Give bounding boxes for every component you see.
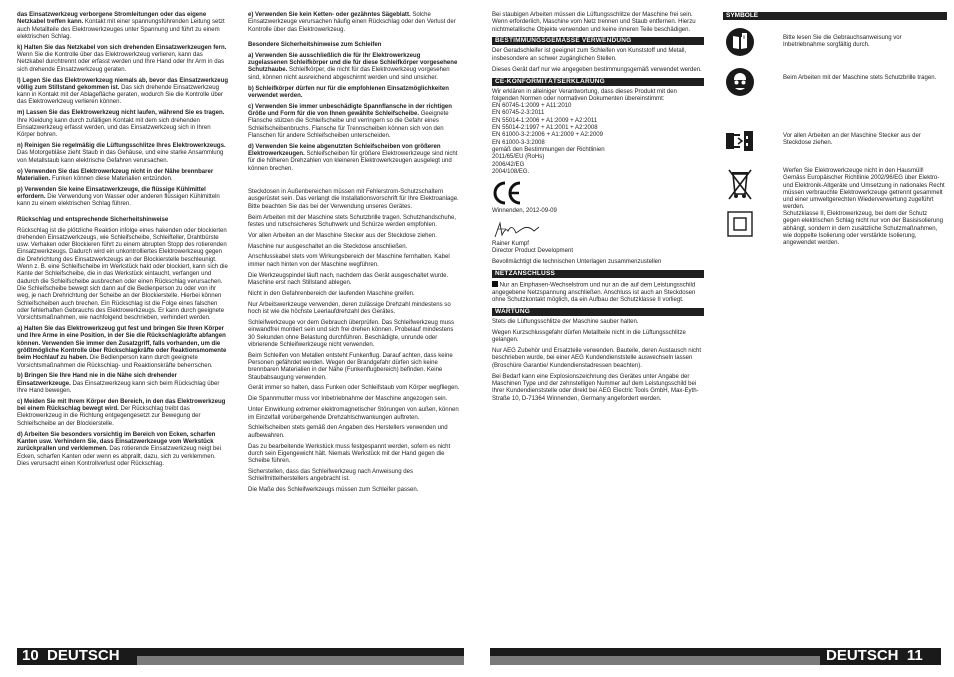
left-col1-paragraph-bold: b) Bringen Sie Ihre Hand nie in die Nähe sich drehender Einsatzwerkzeuge. <box>17 373 177 387</box>
left-col1-paragraph-bold: l) Legen Sie das Elektrowerkzeug niemals ab, bevor das Einsatzwerkzeug völlig zum Stillstand gekommen ist. <box>17 77 229 91</box>
page-number-left-value: 10 <box>22 647 39 664</box>
left-col2-paragraph <box>248 104 460 140</box>
left-col1-paragraph <box>17 228 229 323</box>
right-column-1 <box>492 12 704 406</box>
signer-title: Director Product Development <box>492 248 573 255</box>
ce-mark <box>492 180 522 206</box>
ce-directive-intro: gemäß den Bestimmungen der Richtlinien <box>492 146 605 153</box>
section-header-ce: CE-KONFORMITÄTSERKLÄRUNG <box>492 78 704 86</box>
footer-right-bar-top <box>490 648 820 656</box>
left-col2-paragraph <box>248 353 460 382</box>
manual-icon <box>725 27 755 57</box>
symbol-row-goggles <box>725 67 947 107</box>
left-col2-paragraph-text: Schleifwerkzeuge vor dem Gebrauch überprüfen. Das Schleifwerkzeug muss einwandfrei montiert sein und sich frei drehen können. Probelauf mindestens 30 Sekunden ohne Belastung durchführen. Beschädigte, unrunde oder vibrierende Schleifwerkzeuge nicht verwenden. <box>248 319 455 348</box>
left-col2-paragraph-text: Das zu bearbeitende Werkstück muss festgespannt werden, sofern es nicht durch sein Eigengewicht hält. Niemals Werkstück mit der Hand gegen die Scheibe führen. <box>248 443 451 465</box>
page-number-right-value: 11 <box>906 647 923 664</box>
left-col2-paragraph <box>248 86 460 101</box>
left-col1-paragraph-text: Die Bedienperson kann durch geeignete Vorsichtsmaßnahmen die Rückschlag- und Reaktionskräfte beherrschen. <box>17 355 213 369</box>
left-col2-paragraph <box>248 487 460 494</box>
left-col1-paragraph-text: Das Einsatzwerkzeug kann sich beim Rückschlag über Ihre Hand bewegen. <box>17 380 220 394</box>
left-col1-paragraph <box>17 12 229 41</box>
left-col2-paragraph-bold: c) Verwenden Sie immer unbeschädigte Spannflansche in der richtigen Größe und Form für die von Ihnen gewählte Schleifscheibe. <box>248 103 452 118</box>
left-col1-paragraph <box>17 143 229 165</box>
maintenance-paragraph: Nur AEG Zubehör und Ersatzteile verwenden. Bauteile, deren Austausch nicht beschrieben wurde, bei einer AEG Kundendienststelle auswechseln lassen (Broschüre Garantie/ Kundendienstadressen beachten). <box>492 348 702 369</box>
left-col2-paragraph <box>248 396 460 403</box>
left-col2-paragraph <box>248 254 460 269</box>
power-text-body: Nur an Einphasen-Wechselstrom und nur an die auf dem Leistungsschild angegebene Netzspannung anschließen. Anschluss ist auch an Steckdosen ohne Schutzkontakt möglich, da ein Aufbau der Schutzklasse II vorliegt. <box>492 282 696 304</box>
signature-icon <box>492 219 704 241</box>
left-col1-paragraph-bold: o) Verwenden Sie das Elektrowerkzeug nicht in der Nähe brennbarer Materialien. <box>17 168 214 182</box>
left-col2-paragraph <box>248 291 460 298</box>
left-col2-paragraph <box>248 12 460 34</box>
left-col2-paragraph-text: Geeignete Flansche stützen die Schleifscheibe und verringern so die Gefahr eines Schleifscheibenbruchs. Flansche für Trennscheiben können sich von den Flanschen für andere Schleifscheiben unterscheiden. <box>248 111 449 139</box>
section-header-power: NETZANSCHLUSS <box>492 270 704 278</box>
left-col2-paragraph <box>248 144 460 173</box>
left-col2-paragraph-text: Schleifscheiben für größere Elektrowerkzeuge sind nicht für die höheren Drehzahlen von kleineren Elektrowerkzeugen ausgelegt und können brechen. <box>248 151 458 172</box>
left-col1-paragraph-text: Rückschlag ist die plötzliche Reaktion infolge eines hakenden oder blockierten drehenden Einsatzwerkzeugs, wie Schleifscheibe, Schleifteller, Drahtbürste usw. Verhaken oder Blockieren führt zu einem abrupten Stopp des rotierenden Einsatzwerkzeugs. Dadurch wird ein unkontrolliertes Elektrowerkzeug gegen die Drehrichtung des Einsatzwerkzeugs an der Blockierstelle beschleunigt. Wenn z. B. eine Schleifscheibe im Werkstück hakt oder blockiert, kann sich die Kante der Schleifscheibe, die in das Werkstück eintaucht, verfangen und dadurch die Schleifscheibe ausbrechen oder einen Rückschlag verursachen. Die Schleifscheibe bewegt sich dann auf die Bedienperson zu oder von ihr weg, je nach Drehrichtung der Scheibe an der Blockierstelle. Hierbei können Schleifscheiben auch brechen. Ein Rückschlag ist die Folge eines falschen oder fehlerhaften Gebrauchs des Elektrowerkzeugs. Er kann durch geeignete Vorsichtsmaßnahmen, wie nachfolgend beschrieben, verhindert werden. <box>17 227 228 322</box>
left-col1-paragraph-text: Die Verwendung von Wasser oder anderen flüssigen Kühlmitteln kann zu einem elektrischen Schlag führen. <box>17 194 220 208</box>
ce-norm: EN 60745-2-3:2011 <box>492 110 545 117</box>
left-col1-paragraph-text: Ihre Kleidung kann durch zufälligen Kontakt mit dem sich drehenden Einsatzwerkzeug erfasst werden, und das Einsatzwerkzeug sich in Ihren Körper bohren. <box>17 117 211 139</box>
left-col1-paragraph <box>17 432 229 468</box>
weee-bin-icon <box>725 168 755 198</box>
left-col1-paragraph-bold: c) Meiden Sie mit Ihrem Körper den Bereich, in den das Elektrowerkzeug bei einem Rückschlag bewegt wird. <box>17 398 226 413</box>
ce-norm: EN 55014-2:1997 + A1:2001 + A2:2008 <box>492 125 598 132</box>
language-label-left: DEUTSCH <box>47 647 120 664</box>
authorized-note: Bevollmächtigt die technischen Unterlagen zusammenzustellen <box>492 259 662 266</box>
ce-directive: 2004/108/EG. <box>492 168 530 175</box>
page-number-right <box>826 646 923 666</box>
left-col2-paragraph <box>248 444 460 466</box>
ce-text: Wir erklären in alleiniger Verantwortung, dass dieses Produkt mit den folgenden Normen oder normativen Dokumenten übereinstimmt: <box>492 88 677 102</box>
left-col2-paragraph-text: Schleifscheiben stets gemäß den Angaben des Herstellers verwenden und aufbewahren. <box>248 425 448 439</box>
left-col1-paragraph <box>17 187 229 209</box>
left-col2-paragraph-text: Unter Einwirkung extremer elektromagnetischer Störungen von außen, können im Einzelfall vorübergehende Drehzahlschwankungen auftreten. <box>248 407 459 421</box>
signer-name: Rainer Kumpf <box>492 241 529 248</box>
left-col2-paragraph <box>248 42 460 49</box>
left-col1-paragraph <box>17 326 229 370</box>
left-col2-paragraph-text: Gerät immer so halten, dass Funken oder Schleifstaub vom Körper wegfliegen. <box>248 385 460 392</box>
left-col2-paragraph <box>248 233 460 240</box>
left-col2-paragraph-text: Steckdosen in Außenbereichen müssen mit Fehlerstrom-Schutzschaltern ausgerüstet sein. Das verlangt die Installationsvorschrift für Ihre Elektroanlage. Bitte beachten Sie das bei der Verwendung unseres Gerätes. <box>248 189 459 210</box>
section-header-maintenance: WARTUNG <box>492 308 704 316</box>
ce-norm: EN 61000-3-3:2008 <box>492 139 545 146</box>
symbol-text-goggles: Beim Arbeiten mit der Maschine stets Schutzbrille tragen. <box>783 75 937 81</box>
footer-right-bar-grey <box>490 656 820 665</box>
left-col2-paragraph-bold: b) Schleifkörper dürfen nur für die empfohlenen Einsatzmöglichkeiten verwendet werden. <box>248 85 449 99</box>
ce-norm: EN 60745-1:2009 + A11:2010 <box>492 103 572 110</box>
left-col2-paragraph <box>248 320 460 349</box>
left-col2-paragraph <box>248 244 460 251</box>
left-col1-paragraph <box>17 399 229 428</box>
language-label-right: DEUTSCH <box>826 647 899 664</box>
left-col2-paragraph <box>248 302 460 317</box>
ce-directive: 2006/42/EG <box>492 161 525 168</box>
ce-directive: 2011/65/EU (RoHs) <box>492 154 545 161</box>
left-col2-paragraph <box>248 53 460 82</box>
left-col2-paragraph-text: Beim Schleifen von Metallen entsteht Funkenflug. Darauf achten, dass keine Personen gefährdet werden. Wegen der Brandgefahr dürfen sich keine brennbaren Materialien in der Nähe (Funkenflugbereich) befinden. Keine Staubabsaugung verwenden. <box>248 352 453 381</box>
maintenance-list <box>492 319 704 403</box>
class-ii-icon <box>727 211 757 241</box>
left-col2-paragraph <box>248 385 460 392</box>
left-col1-paragraph-text: Das sich drehende Einsatzwerkzeug kann in Kontakt mit der Ablagefläche geraten, wodurch Sie die Kontrolle über das Elektrowerkzeug verlieren können. <box>17 84 224 106</box>
left-col1-paragraph-text: Wenn Sie die Kontrolle über das Elektrowerkzeug verlieren, kann das Netzkabel durchtrennt oder erfasst werden und Ihre Hand oder Ihr Arm in das sich drehende Einsatzwerkzeug geraten. <box>17 52 225 73</box>
symbol-text-unplug: Vor allen Arbeiten an der Maschine Stecker aus der Steckdose ziehen. <box>783 133 921 147</box>
left-column-2 <box>248 12 460 498</box>
symbol-row-manual <box>725 27 947 67</box>
left-col1-paragraph-bold: m) Lassen Sie das Elektrowerkzeug nicht laufen, während Sie es tragen. <box>17 110 225 117</box>
use-text: Der Geradschleifer ist geeignet zum Schleifen von Kunststoff und Metall, insbesondere an schwer zugänglichen Stellen. <box>492 48 687 62</box>
left-col2-paragraph-text: Maschine nur ausgeschaltet an die Steckdose anschließen. <box>248 243 408 250</box>
left-col2-paragraph-text: Die Werkzeugspindel läuft nach, nachdem das Gerät ausgeschaltet wurde. Maschine erst nach Stillstand ablegen. <box>248 272 449 286</box>
left-col2-paragraph <box>248 407 460 422</box>
left-col1-paragraph-bold: p) Verwenden Sie keine Einsatzwerkzeuge, die flüssige Kühlmittel erfordern. <box>17 186 206 201</box>
left-col1-paragraph <box>17 78 229 107</box>
left-col2-paragraph-bold: e) Verwenden Sie kein Ketten- oder gezähntes Sägeblatt. <box>248 12 411 18</box>
symbol-row-class-ii <box>725 211 947 261</box>
symbol-text-class-ii: Schutzklasse II, Elektrowerkzeug, bei dem der Schutz gegen elektrischen Schlag nicht nur von der Basisisolierung abhängt, sondern in dem zusätzliche Schutzmaßnahmen, wie doppelte Isolierung oder verstärkte Isolierung, angewendet werden. <box>783 211 944 247</box>
left-col2-paragraph-text: Sicherstellen, dass das Schleifwerkzeug nach Anweisung des Schleifmittelherstellers angebracht ist. <box>248 469 414 483</box>
use-text-2: Dieses Gerät darf nur wie angegeben bestimmungsgemäß verwendet werden. <box>492 66 702 73</box>
ce-norms-list <box>492 103 704 147</box>
left-col2-paragraph <box>248 189 460 211</box>
symbols-header: SYMBOLE <box>723 12 947 20</box>
page-number-left <box>22 646 120 666</box>
left-col2-paragraph-text: Die Maße des Schleifwerkzeugs müssen zum Schleifer passen. <box>248 487 419 494</box>
goggles-icon <box>725 67 755 97</box>
maintenance-paragraph: Wegen Kurzschlussgefahr dürfen Metallteile nicht in die Lüftungsschlitze gelangen. <box>492 329 686 344</box>
left-col2-paragraph <box>248 273 460 288</box>
left-col2-paragraph-bold: Besondere Sicherheitshinweise zum Schleifen <box>248 41 382 48</box>
left-col1-paragraph-bold: a) Halten Sie das Elektrowerkzeug gut fest und bringen Sie Ihren Körper und Ihre Arme in eine Position, in der Sie die Rückschlagkräfte abfangen können. Verwenden Sie immer den Zusatzgriff, falls vorhanden, um die größtmögliche Kontrolle über Rückschlagkräfte oder Reaktionsmomente beim Hochlauf zu haben. <box>17 326 227 362</box>
left-col2-paragraph-text: Nur Arbeitswerkzeuge verwenden, deren zulässige Drehzahl mindestens so hoch ist wie die höchste Leerlaufdrehzahl des Gerätes. <box>248 301 451 316</box>
ce-place-date: Winnenden, 2012-09-09 <box>492 208 557 215</box>
left-column-1 <box>17 12 229 472</box>
maintenance-paragraph: Stets die Lüftungsschlitze der Maschine sauber halten. <box>492 319 639 326</box>
left-col1-paragraph-text: Kontakt mit einer spannungsführenden Leitung setzt auch Metallteile des Elektrowerkzeuges unter Spannung und führt zu einem elektrischen Schlag. <box>17 19 225 40</box>
left-col2-paragraph <box>248 469 460 484</box>
footer-left-bar-grey <box>137 656 464 665</box>
left-col1-paragraph <box>17 169 229 184</box>
symbol-row-unplug <box>725 125 947 165</box>
footer-left-bar-top <box>137 648 464 656</box>
left-col1-paragraph <box>17 110 229 139</box>
left-col1-paragraph-text: Das rotierende Einsatzwerkzeug neigt bei Ecken, scharfen Kanten oder wenn es abprallt, dazu, sich zu verklemmen. Dies verursacht einen Kontrollverlust oder Rückschlag. <box>17 446 222 467</box>
left-col2-paragraph-text: Anschlusskabel stets vom Wirkungsbereich der Maschine fernhalten. Kabel immer nach hinten von der Maschine wegführen. <box>248 254 450 268</box>
ce-norm: EN 61000-3-2:2006 + A1:2009 + A2:2009 <box>492 132 603 139</box>
left-col1-paragraph-text: Der Rückschlag treibt das Elektrowerkzeug in die Richtung entgegengesetzt zur Bewegung der Schleifscheibe an der Blockierstelle. <box>17 406 201 427</box>
ce-directives-list <box>492 154 704 176</box>
power-text <box>492 281 704 304</box>
left-col2-paragraph <box>248 425 460 440</box>
left-col2-paragraph <box>248 215 460 230</box>
left-col2-paragraph-text: Schleifkörper, die nicht für das Elektrowerkzeug vorgesehen sind, können nicht ausreichend abgeschirmt werden und sind unsicher. <box>248 67 450 81</box>
left-col2-paragraph-text: Nicht in den Gefahrenbereich der laufenden Maschine greifen. <box>248 290 415 297</box>
left-col2-paragraph-text: Die Spannmutter muss vor Inbetriebnahme der Maschine angezogen sein. <box>248 396 448 403</box>
symbol-text-manual: Bitte lesen Sie die Gebrauchsanweisung vor Inbetriebnahme sorgfältig durch. <box>783 35 902 49</box>
symbol-text-weee: Werfen Sie Elektrowerkzeuge nicht in den Hausmüll! Gemäss Europäischer Richtlinie 2002/96/EG über Elektro- und Elektronik-Altgeräte und Umsetzung in nationales Recht müssen verbrauchte Elektrowerkzeuge getrennt gesammelt und einer umweltgerechten Wiederverwertung zugeführt werden. <box>783 168 945 211</box>
left-col2-paragraph-bold: a) Verwenden Sie ausschließlich die für Ihr Elektrowerkzeug zugelassenen Schleifkörper und die für diese Schleifkörper vorgesehene Schutzhaube. <box>248 52 458 74</box>
unplug-icon <box>725 125 755 155</box>
left-col1-paragraph-text: Das Motorgebläse zieht Staub in das Gehäuse, und eine starke Ansammlung von Metallstaub kann elektrische Gefahren verursachen. <box>17 150 224 164</box>
left-col1-paragraph-bold: Rückschlag und entsprechende Sicherheitshinweise <box>17 216 169 223</box>
left-col1-paragraph-text: Funken können diese Materialien entzünden. <box>50 175 173 182</box>
left-col1-paragraph-bold: das Einsatzwerkzeug verborgene Stromleitungen oder das eigene Netzkabel treffen kann. <box>17 12 207 26</box>
left-col1-paragraph-bold: d) Arbeiten Sie besonders vorsichtig im Bereich von Ecken, scharfen Kanten usw. Verhindern Sie, dass Einsatzwerkzeuge vom Werkstück zurückprallen und verklemmen. <box>17 431 216 453</box>
dust-note: Bei staubigen Arbeiten müssen die Lüftungsschlitze der Maschine frei sein. Wenn erforderlich, Maschine vom Netz trennen und Staub entfernen. Hierzu nichtmetallische Objekte verwenden und keine inneren Teile beschädigen. <box>492 12 696 33</box>
section-header-use: BESTIMMUNGSGEMÄSSE VERWENDUNG <box>492 37 704 45</box>
left-col1-paragraph <box>17 373 229 395</box>
left-col2-paragraph-bold: d) Verwenden Sie keine abgenutzten Schleifscheiben von größeren Elektrowerkzeugen. <box>248 143 441 158</box>
left-col2-paragraph-text: Solche Einsatzwerkzeuge verursachen häufig einen Rückschlag oder den Verlust der Kontrolle über das Elektrowerkzeug. <box>248 12 456 33</box>
left-col2-paragraph-text: Vor allen Arbeiten an der Maschine Stecker aus der Steckdose ziehen. <box>248 232 437 239</box>
left-col1-paragraph <box>17 45 229 74</box>
svg-text:i: i <box>743 35 745 41</box>
ce-norm: EN 55014-1:2006 + A1:2009 + A2:2011 <box>492 117 598 124</box>
left-col1-paragraph <box>17 217 229 224</box>
maintenance-paragraph: Bei Bedarf kann eine Explosionszeichnung des Gerätes unter Angabe der Maschinen Type und der zehnstelligen Nummer auf dem Leistungsschild bei Ihrer Kundendienststelle oder direkt bei AEG Electric Tools GmbH, Max-Eyth-Straße 10, D-71364 Winnenden, Germany angefordert werden. <box>492 373 699 402</box>
left-col2-paragraph-text: Beim Arbeiten mit der Maschine stets Schutzbrille tragen. Schutzhandschuhe, festes und rutschsicheres Schuhwerk und Schürze werden empfohlen. <box>248 214 457 228</box>
left-col1-paragraph-bold: k) Halten Sie das Netzkabel von sich drehenden Einsatzwerkzeugen fern. <box>17 44 227 51</box>
left-col1-paragraph-bold: n) Reinigen Sie regelmäßig die Lüftungsschlitze Ihres Elektrowerkzeugs. <box>17 143 226 150</box>
